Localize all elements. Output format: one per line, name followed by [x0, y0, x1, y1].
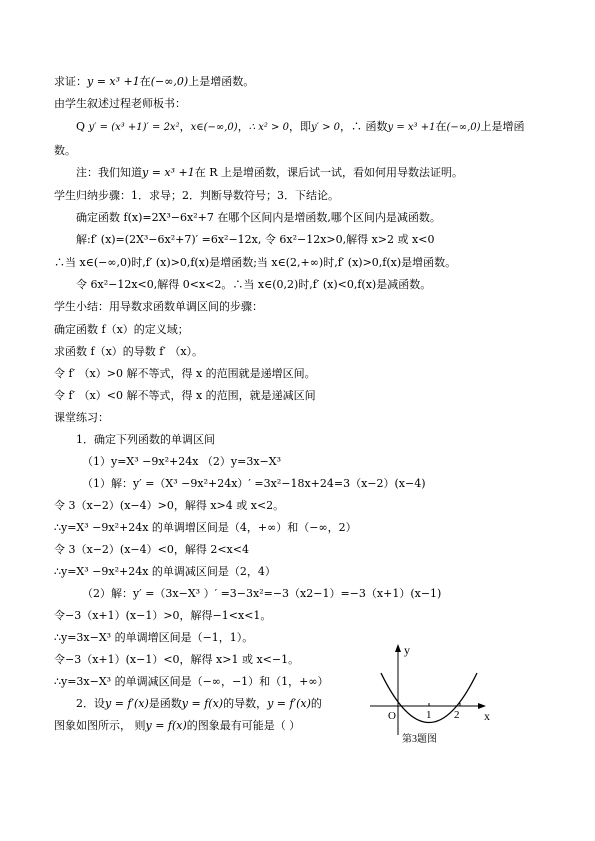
solution-line: 令−3（x+1）(x−1）<0，解得 x>1 或 x<−1。 — [54, 653, 300, 666]
solution-line: 令−3（x+1）(x−1）>0，解得−1<x<1。 — [54, 609, 272, 622]
summary-step: 令 f′ （x）<0 解不等式，得 x 的范围，就是递减区间 — [54, 389, 316, 402]
math-derivative: y′ = (x³ +1)′ = 2x² — [88, 122, 180, 133]
exercise-subproblems: （1）y=X³ −9x²+24x （2）y=3x−X³ — [82, 455, 281, 468]
solution-line: （1）解：y′ =（X³ −9x²+24x）′ =3x²−18x+24=3（x−2）(x−4) — [82, 477, 426, 490]
text-line: 数。 — [54, 144, 76, 157]
summary-step: 确定函数 f（x）的定义域； — [54, 323, 189, 336]
example-problem: 确定函数 f(x)=2X³−6x²+7 在哪个区间内是增函数,哪个区间内是减函数。 — [76, 211, 441, 224]
origin-label: O — [388, 710, 396, 722]
solution-line: 令 3（x−2）(x−4）>0，解得 x>4 或 x<2。 — [54, 499, 285, 512]
tick-label-2: 2 — [454, 709, 460, 721]
exercise-heading: 课堂练习： — [54, 411, 109, 424]
steps-line: 学生归纳步骤：1．求导；2．判断导数符号；3．下结论。 — [54, 189, 339, 202]
solution-line: 令 3（x−2）(x−4）<0，解得 2<x<4 — [54, 543, 249, 556]
solution-line: ∴当 x∈(−∞,0)时,f′ (x)>0,f(x)是增函数;当 x∈(2,+∞)时,f′ (x)>0,f(x)是增函数。 — [54, 256, 457, 269]
tick-label-1: 1 — [426, 709, 432, 721]
derivative-graph-figure — [368, 640, 503, 745]
exercise-problem: 1．确定下列函数的单调区间 — [76, 433, 215, 446]
figure-caption: 第3题图 — [402, 734, 437, 745]
solution-line: 令 6x²−12x<0,解得 0<x<2。∴当 x∈(0,2)时,f′ (x)<0,f(x)是减函数。 — [76, 278, 432, 291]
solution-line: ∴y=X³ −9x²+24x 的单调增区间是（4，+∞）和（−∞，2） — [54, 521, 357, 534]
solution-line: ∴y=3x−X³ 的单调增区间是（−1，1）。 — [54, 631, 254, 644]
math-interval: (−∞,0) — [150, 75, 189, 88]
x-axis-label: x — [484, 709, 490, 723]
summary-step: 求函数 f（x）的导数 f′ （x）。 — [54, 345, 204, 358]
solution-line: ∴y=3x−X³ 的单调减区间是（−∞，−1）和（1，+∞） — [54, 675, 329, 688]
solution-line: （2）解：y′ =（3x−X³ ）′ =3−3x²=−3（x2−1）=−3（x+1）(x−1) — [82, 587, 442, 600]
derivative-graph — [368, 640, 503, 745]
exercise-problem: 图象如图所示， 则y = f(x)的图象最有可能是（ ） — [54, 719, 301, 732]
proof-statement: 求证：y = x³ +1在(−∞,0)上是增函数。 — [54, 75, 255, 88]
text-line: 由学生叙述过程老师板书： — [54, 97, 186, 110]
solution-line: 解:f′ (x)=(2X³−6x²+7)′ =6x²−12x, 令 6x²−12x>0,解得 x>2 或 x<0 — [76, 233, 435, 246]
note-line: 注：我们知道y = x³ +1在 R 上是增函数，课后试一试，看如何用导数法证明。 — [76, 166, 464, 179]
y-axis-arrow — [395, 644, 401, 652]
y-axis-label: y — [404, 643, 410, 657]
proof-line: Q y′ = (x³ +1)′ = 2x²，x∈(−∞,0)，∴ x² > 0，即y′ > 0，∴ 函数y = x³ +1在(−∞,0)上是增函 — [76, 120, 525, 133]
solution-line: ∴y=X³ −9x²+24x 的单调减区间是（2，4） — [54, 565, 276, 578]
math-function: y = x³ +1 — [87, 75, 140, 88]
exercise-problem: 2．设y = f′(x)是函数y = f(x)的导数，y = f′(x)的 — [76, 697, 322, 710]
summary-heading: 学生小结：用导数求函数单调区间的步骤： — [54, 300, 263, 313]
summary-step: 令 f′ （x）>0 解不等式，得 x 的范围就是递增区间。 — [54, 367, 316, 380]
